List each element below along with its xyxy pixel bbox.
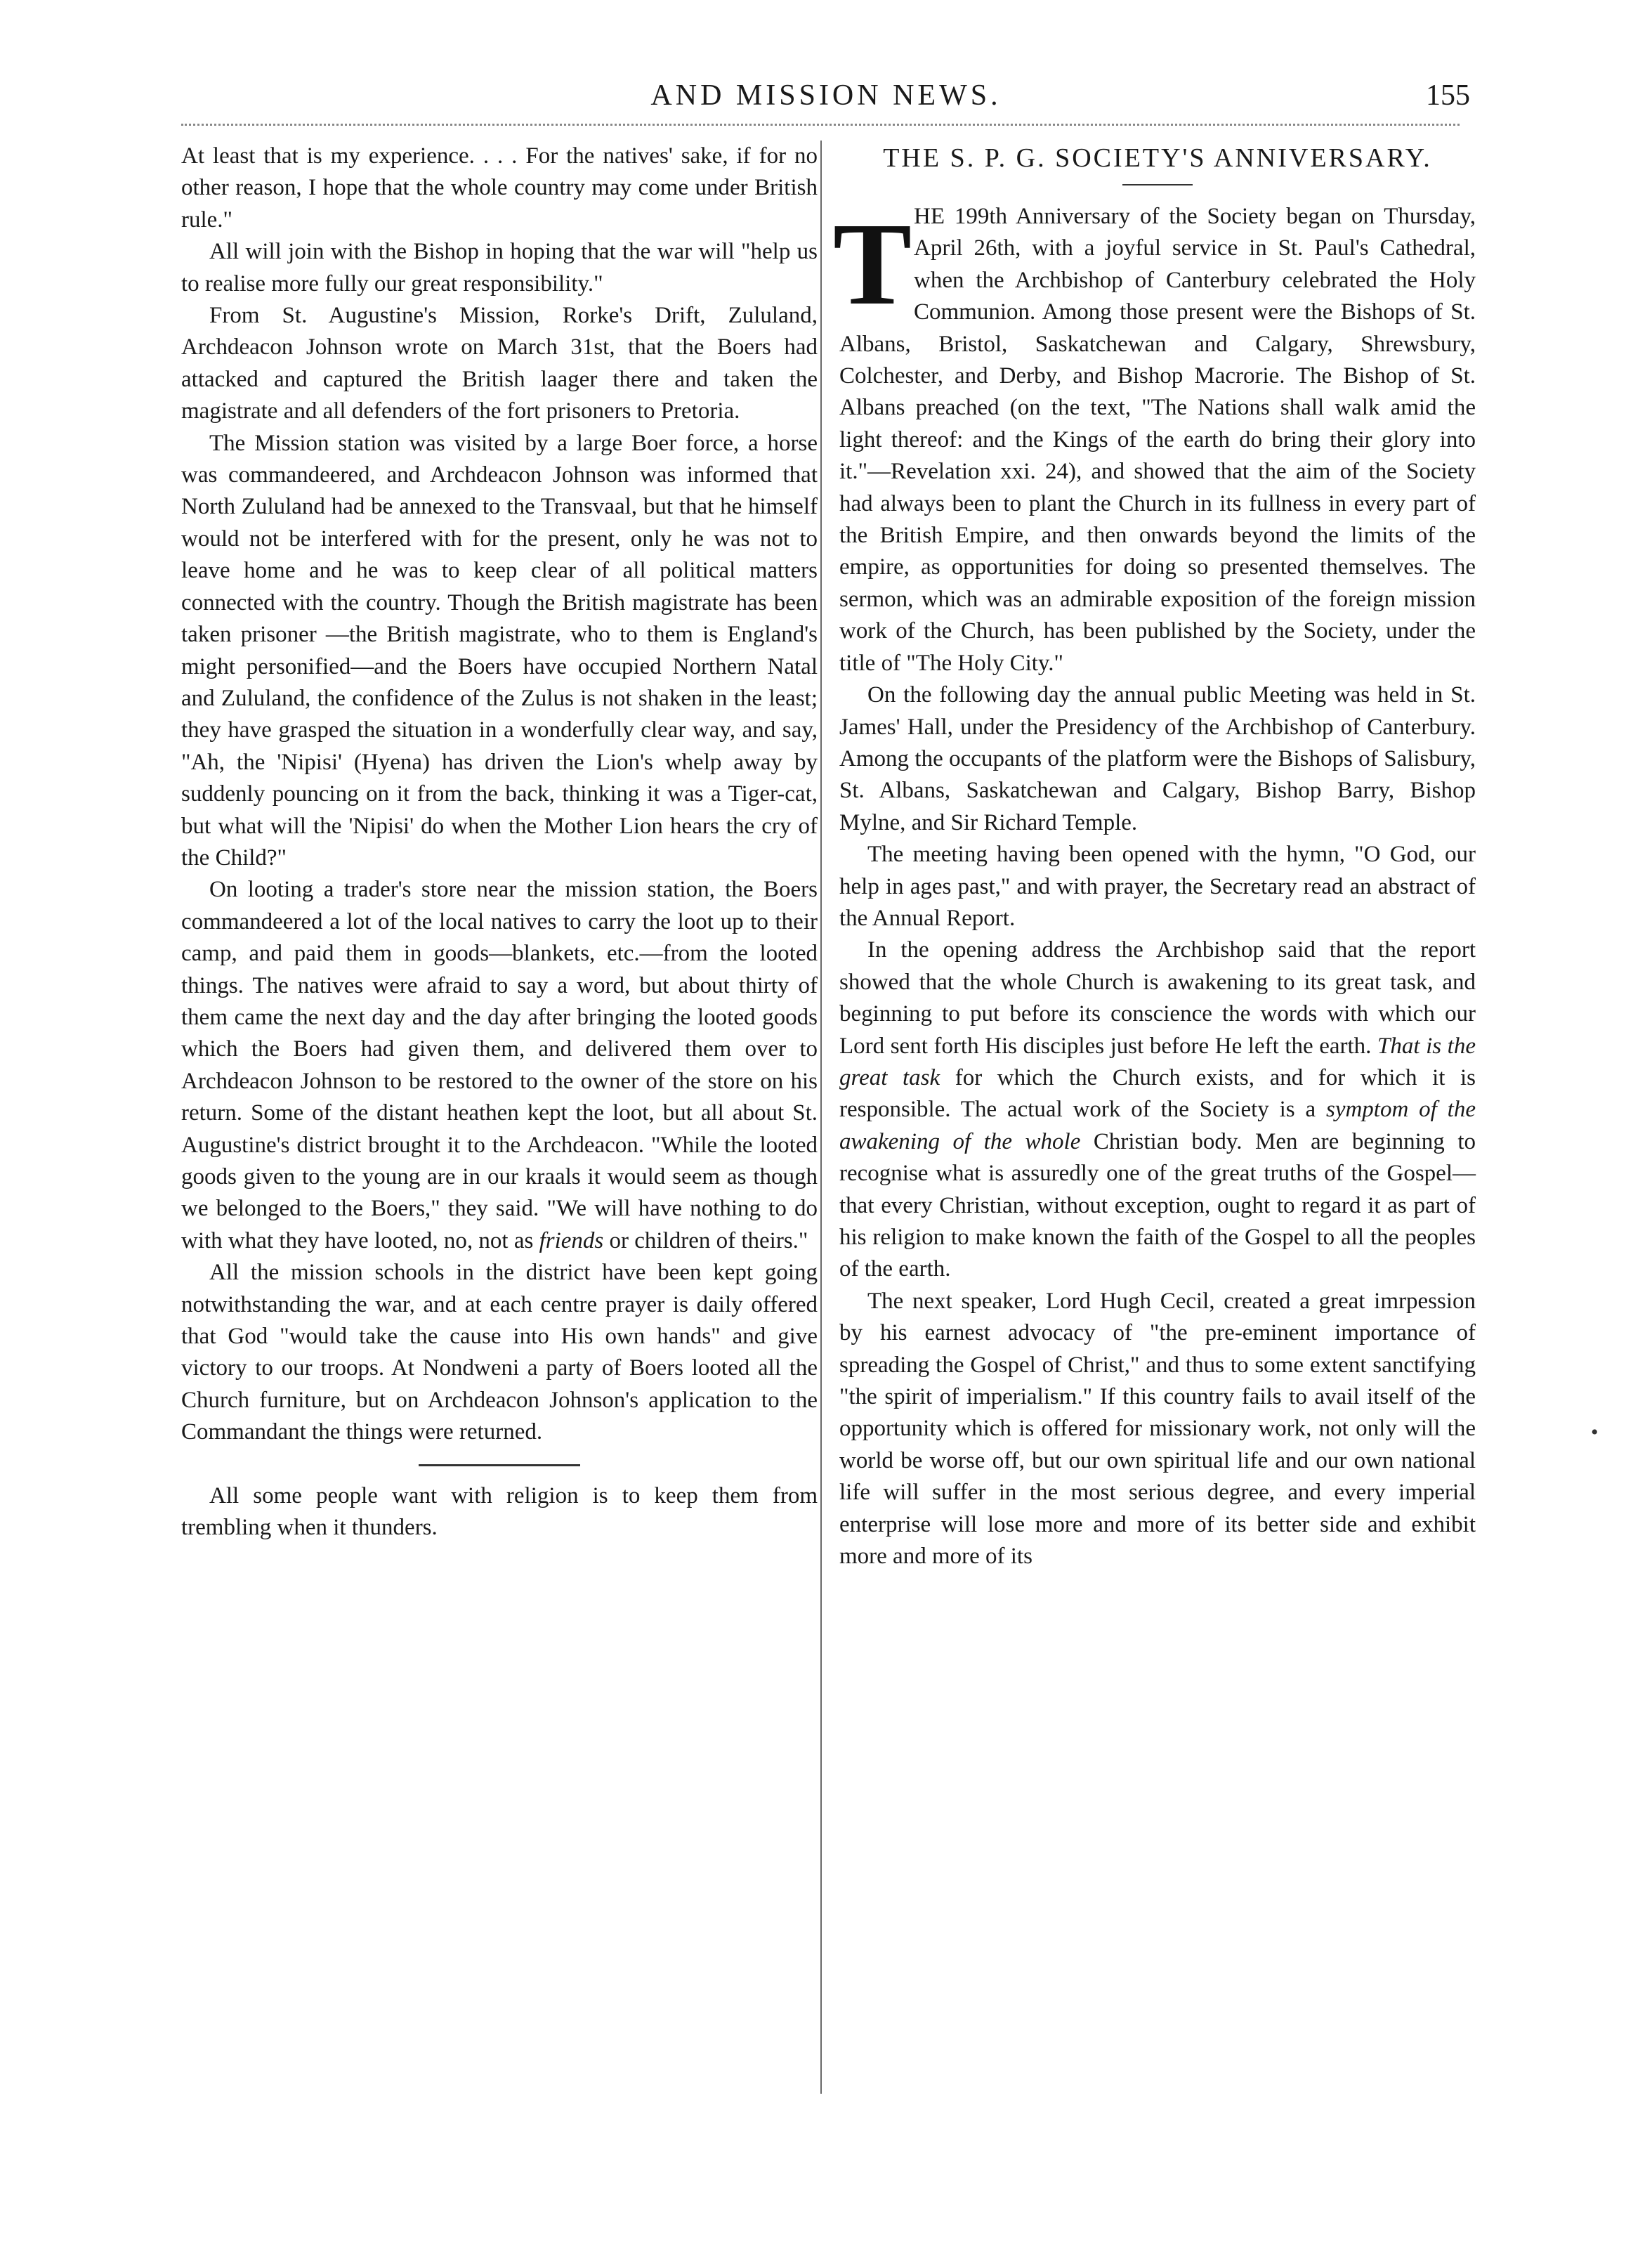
text-run: or children of theirs." <box>603 1227 808 1253</box>
paragraph: At least that is my experience. . . . For the natives' sake, if for no other reason, I hope that the whole country may come under British rule." <box>181 143 818 233</box>
emphasis: symptom of the awakening of the whole <box>839 1097 1476 1154</box>
emphasis: friends <box>539 1227 604 1253</box>
drop-cap-initial: T <box>832 199 912 330</box>
text-run: HE 199th Anniversary of the Society began on Thursday, April 26th, with a joyful service in St. Paul's Cathedral, when the Archbishop of Canterbury celebrated the Holy Communion. Among those present were the Bishops of St. Albans, Bristol, Saskatchewan and Calgary, Shrewsbury, Colchester, and Derby, and Bishop Macrorie. The Bishop of St. Albans preached (on the text, "The Nations shall walk amid the light thereof: and the Kings of the earth do bring their glory into it."—Revelation xxi. 24), and showed that the aim of the Society had always been to plant the Church in its fullness in every part of the British Empire, and then onwards beyond the limits of the empire, as opportunities for doing so presented themselves. The sermon, which was an admirable exposition of the foreign mission work of the Church, has been published by the Society, under the title of "The Holy City." <box>839 204 1476 676</box>
header-rule <box>181 124 1460 126</box>
text-run: On looting a trader's store near the mission station, the Boers commandeered a lot of the local natives to carry the loot up to their camp, and paid them in goods—blankets, etc.—from the looted things. The natives were afraid to say a word, but about thirty of them came the next day and the day after bringing the looted goods which the Boers had given them, and delivered them over to Archdeacon Johnson to be restored to the owner of the store on his return. Some of the distant heathen kept the loot, but all about St. Augustine's district brought it to the Archdeacon. "While the looted goods given to the young are in our kraals it would seem as though we belonged to the Boers," they said. "We will have nothing to do with what they have looted, no, not as <box>181 877 818 1253</box>
filler-quote: All some people want with religion is to keep them from trembling when it thunders. <box>181 1482 818 1541</box>
title-rule <box>1122 184 1193 185</box>
paragraph: From St. Augustine's Mission, Rorke's Drift, Zululand, Archdeacon Johnson wrote on March 31st, that the Boers had attacked and captured the British laager there and taken the magistrate and all defenders of the fort prisoners to Pretoria. <box>181 303 818 424</box>
paragraph <box>832 199 1476 679</box>
text-run: In the opening address the Archbishop said that the report showed that the whole Church is awakening to its great task, and beginning to put before its conscience the words with which our Lord sent forth His disciples just before He left the earth. <box>839 937 1476 1059</box>
paragraph <box>839 934 1476 1285</box>
paragraph: The next speaker, Lord Hugh Cecil, created a great imrpession by his earnest advocacy of "the pre-eminent importance of spreading the Gospel of Christ," and thus to some extent sanctifying "the spirit of imperialism." If this country fails to avail itself of the opportunity which is offered for missionary work, not only will the world be worse off, but our own spiritual life and our own national life will suffer in the most serious degree, and every imperial enterprise will lose more and more of its better side and exhibit more and more of its <box>839 1288 1476 1570</box>
paragraph: All will join with the Bishop in hoping that the war will "help us to realise more fully our great responsibility." <box>181 239 818 296</box>
paragraph: On the following day the annual public Meeting was held in St. James' Hall, under the Presidency of the Archbishop of Canterbury. Among the occupants of the platform were the Bishops of Salisbury, St. Albans, Saskatchewan and Calgary, Bishop Barry, Bishop Mylne, and Sir Richard Temple. <box>839 682 1476 835</box>
left-column <box>181 141 818 1544</box>
paragraph: The Mission station was visited by a large Boer force, a horse was commandeered, and Archdeacon Johnson was informed that North Zululand had be annexed to the Transvaal, but that he himself would not be interfered with for the present, only he was not to leave home and he was to keep clear of all political matters connected with the country. Though the British magistrate has been taken prisoner —the British magistrate, who to them is England's might personified—and the Boers have occupied Northern Natal and Zululand, the confidence of the Zulus is not shaken in the least; they have grasped the situation in a wonderfully clear way, and say, "Ah, the 'Nipisi' (Hyena) has driven the Lion's whelp away by suddenly pouncing on it from the back, thinking it was a Tiger-cat, but what will the 'Nipisi' do when the Mother Lion hears the cry of the Child?" <box>181 430 818 871</box>
text-run: Christian body. Men are beginning to recognise what is assuredly one of the great truths of the Gospel—that every Christian, without exception, ought to regard it as part of his religion to make known the faith of the Gospel to all the peoples of the earth. <box>839 1128 1476 1282</box>
article-title: THE S. P. G. SOCIETY'S ANNIVERSARY. <box>883 143 1432 173</box>
page-number: 155 <box>1426 79 1470 112</box>
paragraph: The meeting having been opened with the hymn, "O God, our help in ages past," and with prayer, the Secretary read an abstract of the Annual Report. <box>839 842 1476 931</box>
running-title: AND MISSION NEWS. <box>650 79 1002 112</box>
paragraph <box>181 874 818 1257</box>
right-column <box>832 141 1476 1572</box>
emphasis: That is the great task <box>839 1033 1476 1090</box>
margin-speck: • <box>1591 1421 1599 1444</box>
text-run: for which the Church exists, and for which it is responsible. The actual work of the Society is a <box>839 1064 1476 1123</box>
paragraph: All the mission schools in the district have been kept going notwithstanding the war, and at each centre prayer is daily offered that God "would take the cause into His own hands" and give victory to our troops. At Nondweni a party of Boers looted all the Church furniture, but on Archdeacon Johnson's application to the Commandant the things were returned. <box>181 1260 818 1445</box>
column-divider <box>820 141 822 2094</box>
section-divider <box>419 1464 580 1466</box>
